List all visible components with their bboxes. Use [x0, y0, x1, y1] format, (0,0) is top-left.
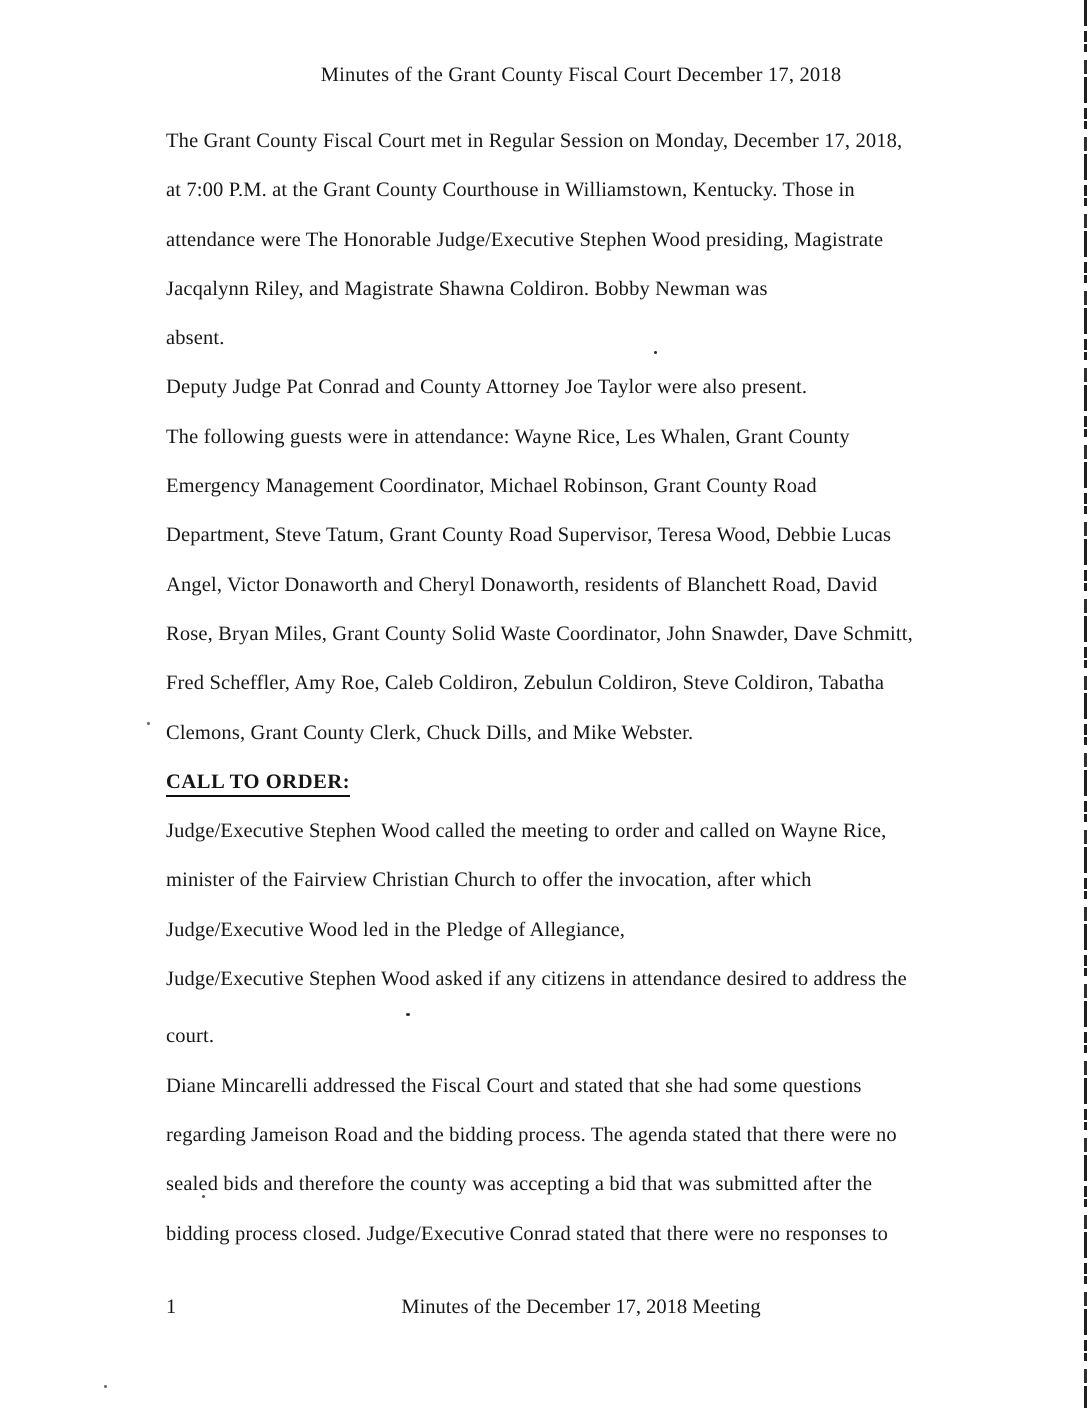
scan-speck	[104, 1385, 107, 1388]
page-footer	[0, 1296, 1091, 1326]
body-line: minister of the Fairview Christian Church to offer the invocation, after which	[166, 869, 812, 892]
footer-title: Minutes of the December 17, 2018 Meeting	[401, 1296, 761, 1318]
body-line: at 7:00 P.M. at the Grant County Courthouse in Williamstown, Kentucky. Those in	[166, 179, 855, 202]
body-line: sealed bids and therefore the county was accepting a bid that was submitted after the	[166, 1173, 873, 1196]
body-line: The Grant County Fiscal Court met in Regular Session on Monday, December 17, 2018,	[166, 130, 903, 152]
body-line: Diane Mincarelli addressed the Fiscal Court and stated that she had some questions	[166, 1074, 862, 1097]
scan-speck	[202, 1195, 205, 1198]
body-line: Fred Scheffler, Amy Roe, Caleb Coldiron, Zebulun Coldiron, Steve Coldiron, Tabatha	[166, 672, 885, 695]
page-number: 1	[166, 1296, 177, 1318]
body-line: Emergency Management Coordinator, Michael Robinson, Grant County Road	[166, 475, 817, 498]
section-heading-call-to-order	[166, 771, 1031, 820]
document-body	[166, 130, 1031, 1272]
body-line: Jacqalynn Riley, and Magistrate Shawna Coldiron. Bobby Newman was	[166, 277, 768, 300]
body-line: attendance were The Honorable Judge/Executive Stephen Wood presiding, Magistrate	[166, 228, 884, 251]
body-line: Rose, Bryan Miles, Grant County Solid Waste Coordinator, John Snawder, Dave Schmitt,	[166, 622, 913, 645]
body-line: bidding process closed. Judge/Executive Conrad stated that there were no responses to	[166, 1222, 889, 1245]
scan-speck	[406, 1013, 410, 1016]
body-line: The following guests were in attendance: Wayne Rice, Les Whalen, Grant County	[166, 425, 850, 448]
body-line: Clemons, Grant County Clerk, Chuck Dills, and Mike Webster.	[166, 721, 694, 744]
body-line: Judge/Executive Stephen Wood called the meeting to order and called on Wayne Rice,	[166, 820, 887, 843]
document-title: Minutes of the Grant County Fiscal Court December 17, 2018	[320, 64, 842, 86]
body-line: Judge/Executive Stephen Wood asked if any citizens in attendance desired to address the	[166, 968, 907, 991]
body-line: court.	[166, 1025, 215, 1048]
body-line: Department, Steve Tatum, Grant County Road Supervisor, Teresa Wood, Debbie Lucas	[166, 524, 892, 547]
scan-edge-artifact	[1084, 0, 1087, 1408]
body-line: Judge/Executive Wood led in the Pledge of Allegiance,	[166, 918, 626, 941]
scan-speck	[147, 722, 150, 725]
body-line: absent.	[166, 327, 225, 350]
section-heading-text: CALL TO ORDER:	[166, 771, 350, 797]
body-line: Deputy Judge Pat Conrad and County Attorney Joe Taylor were also present.	[166, 376, 808, 399]
body-line: Angel, Victor Donaworth and Cheryl Donaworth, residents of Blanchett Road, David	[166, 573, 878, 596]
body-line: regarding Jameison Road and the bidding process. The agenda stated that there were no	[166, 1123, 897, 1146]
scan-speck	[654, 351, 657, 354]
